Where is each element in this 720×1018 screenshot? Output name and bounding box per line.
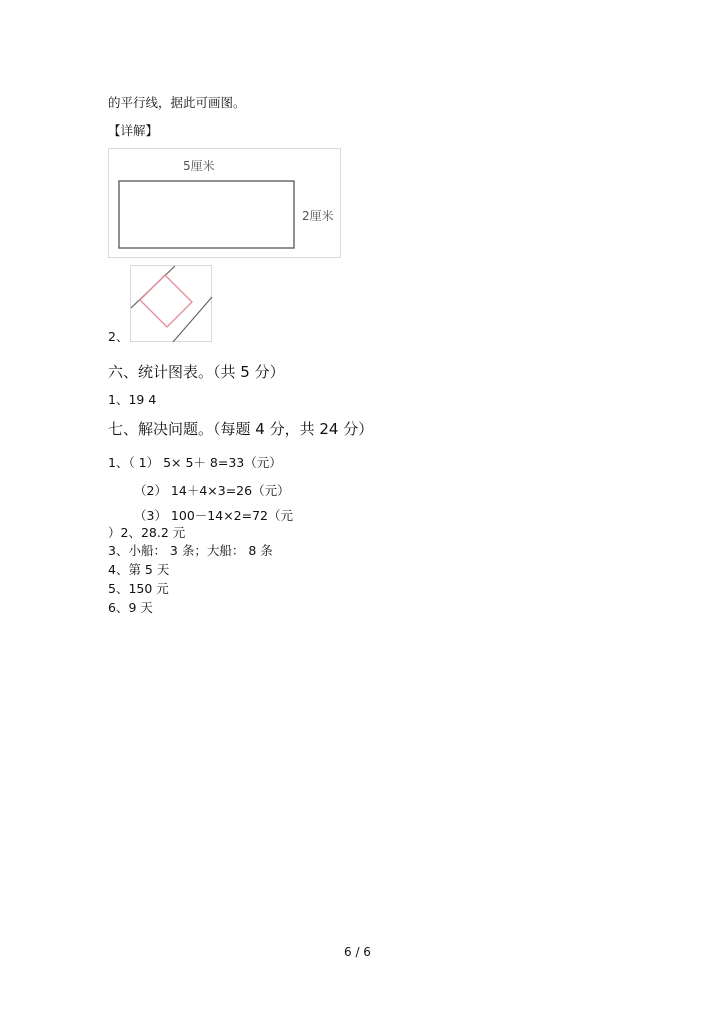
section-7-answer-4: 4、第 5 天: [108, 562, 170, 577]
section-6-heading: 六、统计图表。（共 5 分）: [108, 363, 285, 381]
rectangle-shape: [119, 181, 294, 248]
rect-top-label: 5厘米: [183, 159, 215, 173]
section-7-heading: 七、解决问题。（每题 4 分，共 24 分）: [108, 420, 374, 438]
rect-side-label: 2厘米: [302, 209, 334, 223]
square-figure: [130, 265, 212, 342]
parallel-line-right: [173, 297, 212, 342]
detail-heading: 【详解】: [108, 123, 159, 138]
section-6-answer-1: 1、19 4: [108, 392, 157, 407]
q2-label: 2、: [108, 329, 129, 344]
section-7-answer-1-part-3: （3） 100－14×2=72（元: [134, 508, 293, 523]
section-7-answer-6: 6、9 天: [108, 600, 153, 615]
section-7-answer-1-part-2: （2） 14＋4×3=26（元）: [134, 483, 290, 498]
section-7-answer-5: 5、150 元: [108, 581, 169, 596]
section-7-answer-2: ）2、28.2 元: [108, 525, 186, 540]
rectangle-figure: [108, 148, 341, 258]
section-7-answer-1-part-1: 1、（ 1） 5× 5＋ 8=33（元）: [108, 455, 282, 470]
square-shape: [140, 275, 192, 327]
page-number: 6 / 6: [344, 945, 371, 959]
intro-text: 的平行线，据此可画图。: [108, 95, 246, 110]
section-7-answer-3: 3、小船： 3 条；大船： 8 条: [108, 543, 273, 558]
